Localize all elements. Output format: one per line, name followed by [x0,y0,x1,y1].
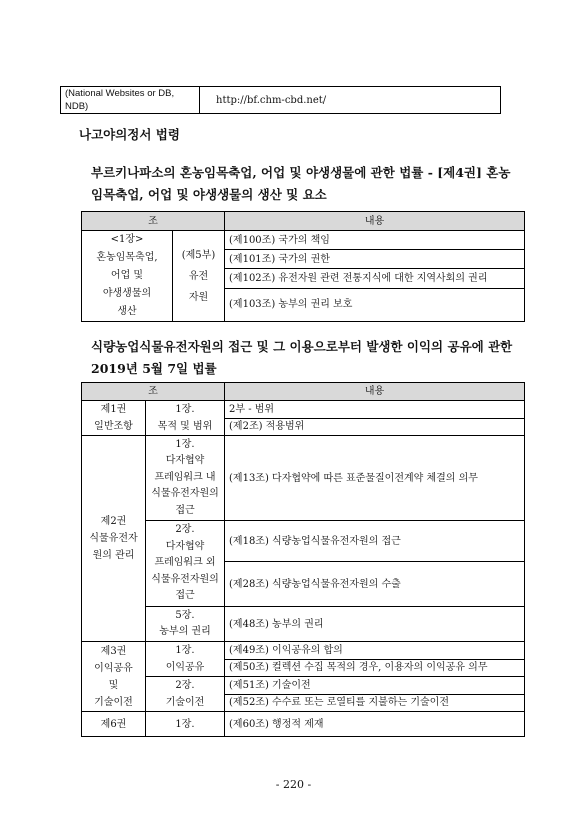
cell-line: 및 [108,679,119,691]
cell-line: 일반조항 [94,421,133,432]
law2-article: (제51조) 기술이전 [225,677,525,695]
cell-line: 1장. [175,645,195,656]
law1-part-line: (제5부) [181,249,216,261]
law2-article: 2부 - 범위 [225,401,525,419]
cell-line: 접근 [175,504,195,516]
cell-line: 2장. [175,680,195,691]
cell-line: 제3권 [100,645,127,657]
cell-line: 2장. [175,524,195,536]
law2-article: (제48조) 농부의 권리 [225,607,525,642]
law2-article: (제2조) 적용범위 [225,418,525,436]
law1-article: (제100조) 국가의 책임 [225,231,525,250]
ndb-table [60,86,501,114]
law2-article: (제60조) 행정적 제재 [225,712,525,737]
cell-line: 다자협약 [165,540,205,552]
cell-line: 기술이전 [94,696,133,708]
cell-line: 접근 [175,590,195,602]
law2-article: (제28조) 식량농업식물유전자원의 수출 [225,562,525,607]
law2-table [81,382,525,737]
law2-part3 [82,642,146,712]
law2-part2-ch2 [146,521,225,607]
law1-header-content: 내용 [225,212,525,231]
cell-line: 이익공유 [94,662,133,674]
cell-line: 프레임워크 내 [154,471,216,483]
law2-title-line2: 2019년 5월 7일 법률 [91,361,217,376]
law1-article: (제103조) 농부의 권리 보호 [225,288,525,321]
cell-line: 다자협약 [165,455,205,467]
cell-line: 식물유전자원의 [151,573,219,585]
law1-chapter-line: 생산 [117,306,137,317]
law2-part1-ch1 [146,401,225,436]
law1-header-jo: 조 [82,212,225,231]
cell-line: 1장. [175,404,195,415]
law1-part [173,231,225,322]
cell-line: 제2권 [100,516,127,527]
law1-title-line2: 임목축업, 어업 및 야생생물의 생산 및 요소 [91,187,327,202]
cell-line: 농부의 권리 [159,626,211,637]
law2-title-line1: 식량농업식물유전자원의 접근 및 그 이용으로부터 발생한 이익의 공유에 관한 [91,339,513,354]
cell-line: 이익공유 [165,662,205,673]
law2-part3-ch2 [146,677,225,712]
law1-part-line: 자원 [188,291,209,303]
section-title: 나고야의정서 법령 [79,127,180,142]
cell-line: 식물유전자원의 [151,488,219,500]
cell-line: 원의 관리 [92,550,135,561]
law1-article: (제102조) 유전자원 관련 전통지식에 대한 지역사회의 권리 [225,269,525,288]
law2-article: (제52조) 수수료 또는 로열티를 지불하는 기술이전 [225,694,525,712]
law1-chapter [82,231,173,322]
law2-article: (제50조) 컬렉션 수집 목적의 경우, 이용자의 이익공유 의무 [225,659,525,677]
page-number: - 220 - [275,778,312,791]
law2-article: (제49조) 이익공유의 합의 [225,642,525,660]
law1-article: (제101조) 국가의 권한 [225,250,525,269]
law1-chapter-line: 어업 및 [110,270,144,281]
cell-line: 식물유전자 [89,533,138,544]
law2-part6: 제6권 [82,712,146,737]
law2-article: (제13조) 다자협약에 따른 표준물질이전계약 체결의 의무 [225,436,525,521]
cell-line: 1장. [175,438,195,450]
cell-line: 제1권 [100,404,127,415]
law1-chapter-line: 혼농임목축업, [96,252,158,263]
cell-line: 프레임워크 외 [154,557,216,569]
law1-title-line1: 부르키나파소의 혼농임목축업, 어업 및 야생생물에 관한 법률 - [제4권] 혼농 [91,165,511,180]
law1-table [81,211,525,322]
law2-part2 [82,436,146,642]
law2-header-jo: 조 [82,383,225,401]
cell-line: 기술이전 [165,697,205,708]
law2-part6-ch1: 1장. [146,712,225,737]
law2-part1 [82,401,146,436]
law1-part-line: 유전 [188,270,209,282]
law2-part2-ch1 [146,436,225,521]
ndb-label: (National Websites or DB, NDB) [61,87,200,114]
ndb-url: http://bf.chm-cbd.net/ [200,87,501,114]
law2-header-content: 내용 [225,383,525,401]
cell-line: 5장. [175,610,195,621]
law2-article: (제18조) 식량농업식물유전자원의 접근 [225,521,525,562]
law2-part2-ch5 [146,607,225,642]
law1-title [91,162,531,206]
law2-title [91,336,531,380]
cell-line: 목적 및 범위 [157,421,213,432]
law1-chapter-line: <1장> [110,234,144,245]
law2-part3-ch1 [146,642,225,677]
law1-chapter-line: 야생생물의 [102,288,152,299]
